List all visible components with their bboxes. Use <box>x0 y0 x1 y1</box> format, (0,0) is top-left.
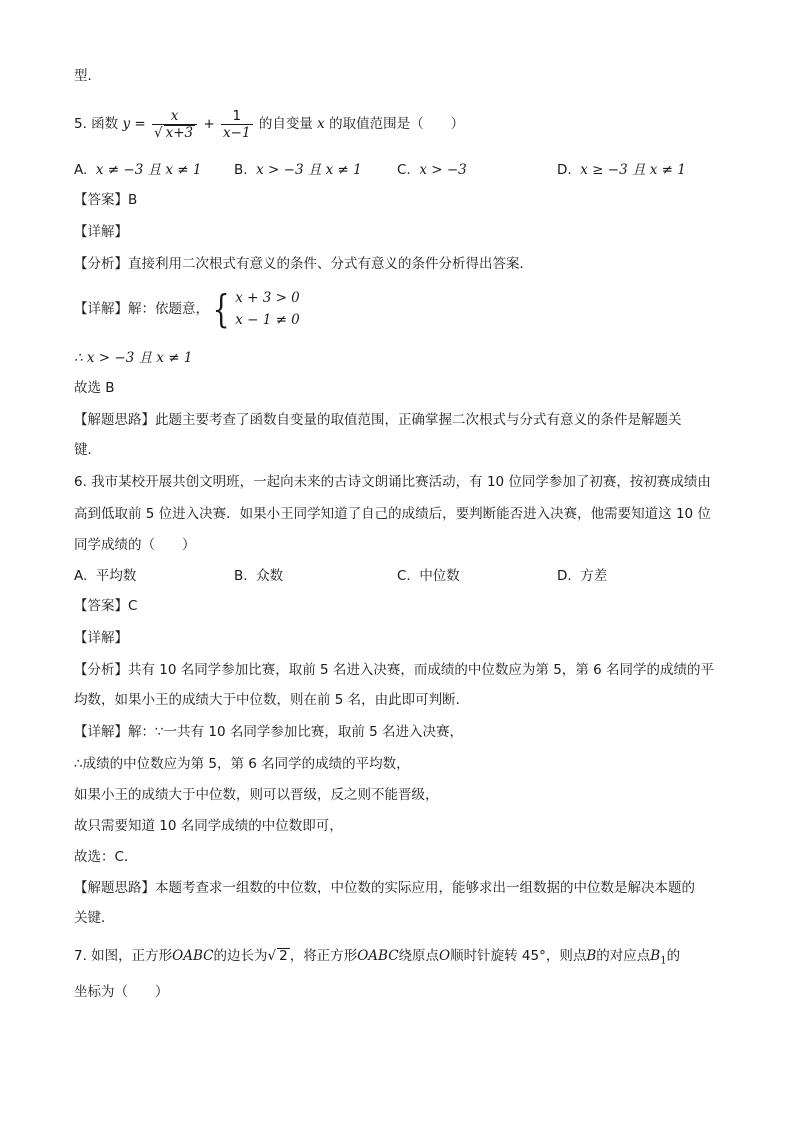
q5-fraction-2 <box>221 108 253 141</box>
q5-prefix: 5. 函数 <box>74 116 119 132</box>
q5-f2-den: x−1 <box>223 124 251 141</box>
q6-stem-line-2: 高到低取前 5 位进入决赛．如果小王同学知道了自己的成绩后，要判断能否进入决赛，他需要知道这 10 位 <box>74 506 711 522</box>
q5-suffix-b: 的取值范围是（ ） <box>329 116 465 132</box>
sqrt-icon: √ <box>267 948 277 964</box>
q5-plus: + <box>203 116 215 132</box>
q5-option-c: C. x > −3 <box>397 162 467 178</box>
q5-fraction-1 <box>152 108 197 141</box>
q6-stem-line-3: 同学成绩的（ ） <box>74 537 196 553</box>
q5-option-b: B. x > −3 且 x ≠ 1 <box>234 162 362 178</box>
q5-solution-prefix: 【详解】解：依题意， <box>74 301 209 317</box>
q6-solution-line-4: 故只需要知道 10 名同学成绩的中位数即可， <box>74 818 343 834</box>
q6-option-c: C. 中位数 <box>397 568 460 584</box>
q5-stem <box>74 107 464 141</box>
q5-f1-den <box>152 125 197 141</box>
system-line-2: x − 1 ≠ 0 <box>235 312 300 328</box>
q6-solution-line-2: ∴成绩的中位数应为第 5，第 6 名同学的成绩的平均数， <box>74 756 410 772</box>
q5-var: x <box>317 116 325 132</box>
point-b-label: B <box>586 948 597 964</box>
q6-detail-heading: 【详解】 <box>74 630 128 646</box>
q6-analysis-line-2: 均数，如果小王的成绩大于中位数，则在前 5 名，由此即可判断． <box>74 692 470 708</box>
q6-solution-line-1: 【详解】解：∵一共有 10 名同学参加比赛，取前 5 名进入决赛， <box>74 724 464 740</box>
q5-f1-rad: x+3 <box>165 124 194 141</box>
square-label-2: OABC <box>357 948 399 964</box>
q6-idea-line-1: 【解题思路】本题考查求一组数的中位数，中位数的实际应用，能够求出一组数据的中位数是解决本题的 <box>74 880 695 896</box>
side-length-value: 2 <box>279 948 288 964</box>
sqrt-icon: √ <box>154 124 163 141</box>
q6-option-d: D. 方差 <box>557 568 608 584</box>
q5-fn-y: y <box>122 116 131 132</box>
q6-option-b: B. 众数 <box>234 568 284 584</box>
q6-option-a: A. 平均数 <box>74 568 137 584</box>
q6-idea-line-2: 关键． <box>74 910 115 926</box>
q5-therefore: ∴ x > −3 且 x ≠ 1 <box>74 350 193 366</box>
point-b1-label: $B_1$ <box>650 948 667 967</box>
q5-analysis: 【分析】直接利用二次根式有意义的条件、分式有意义的条件分析得出答案． <box>74 256 533 272</box>
q5-choose: 故选 B <box>74 380 115 396</box>
square-label: OABC <box>172 948 214 964</box>
q5-solution <box>74 284 300 334</box>
q5-detail-heading: 【详解】 <box>74 224 128 240</box>
q5-suffix-a: 的自变量 <box>258 116 313 132</box>
q5-answer: 【答案】B <box>74 192 138 208</box>
q5-idea-line-1: 【解题思路】此题主要考查了函数自变量的取值范围，正确掌握二次根式与分式有意义的条件是解题关 <box>74 412 682 428</box>
q5-f1-num: x <box>152 108 197 125</box>
origin-label: O <box>439 948 451 964</box>
q7-stem-line-1: 7. 如图，正方形OABC的边长为√ 2 ，将正方形OABC绕原点O顺时针旋转 45°，则点B的对应点$B_1$的 <box>74 948 681 967</box>
left-brace-icon: { <box>212 287 230 331</box>
q6-solution-line-3: 如果小王的成绩大于中位数，则可以晋级，反之则不能晋级， <box>74 787 439 803</box>
q6-stem-line-1: 6. 我市某校开展共创文明班，一起向未来的古诗文朗诵比赛活动，有 10 位同学参加了初赛，按初赛成绩由 <box>74 474 711 490</box>
q5-option-a: A. x ≠ −3 且 x ≠ 1 <box>74 162 202 178</box>
q5-option-d: D. x ≥ −3 且 x ≠ 1 <box>557 162 686 178</box>
q6-choose: 故选：C． <box>74 849 138 865</box>
q6-analysis-line-1: 【分析】共有 10 名同学参加比赛，取前 5 名进入决赛，而成绩的中位数应为第 5，第 6 名同学的成绩的平 <box>74 662 714 678</box>
q5-eq: = <box>134 116 146 132</box>
q7-stem-line-2: 坐标为（ ） <box>74 984 169 1000</box>
q5-f2-num: 1 <box>221 108 253 125</box>
inequality-system <box>235 287 300 331</box>
system-line-1: x + 3 > 0 <box>235 290 300 306</box>
q6-answer: 【答案】C <box>74 598 138 614</box>
q5-idea-line-2: 键． <box>74 442 101 458</box>
top-fragment: 型． <box>74 68 101 84</box>
